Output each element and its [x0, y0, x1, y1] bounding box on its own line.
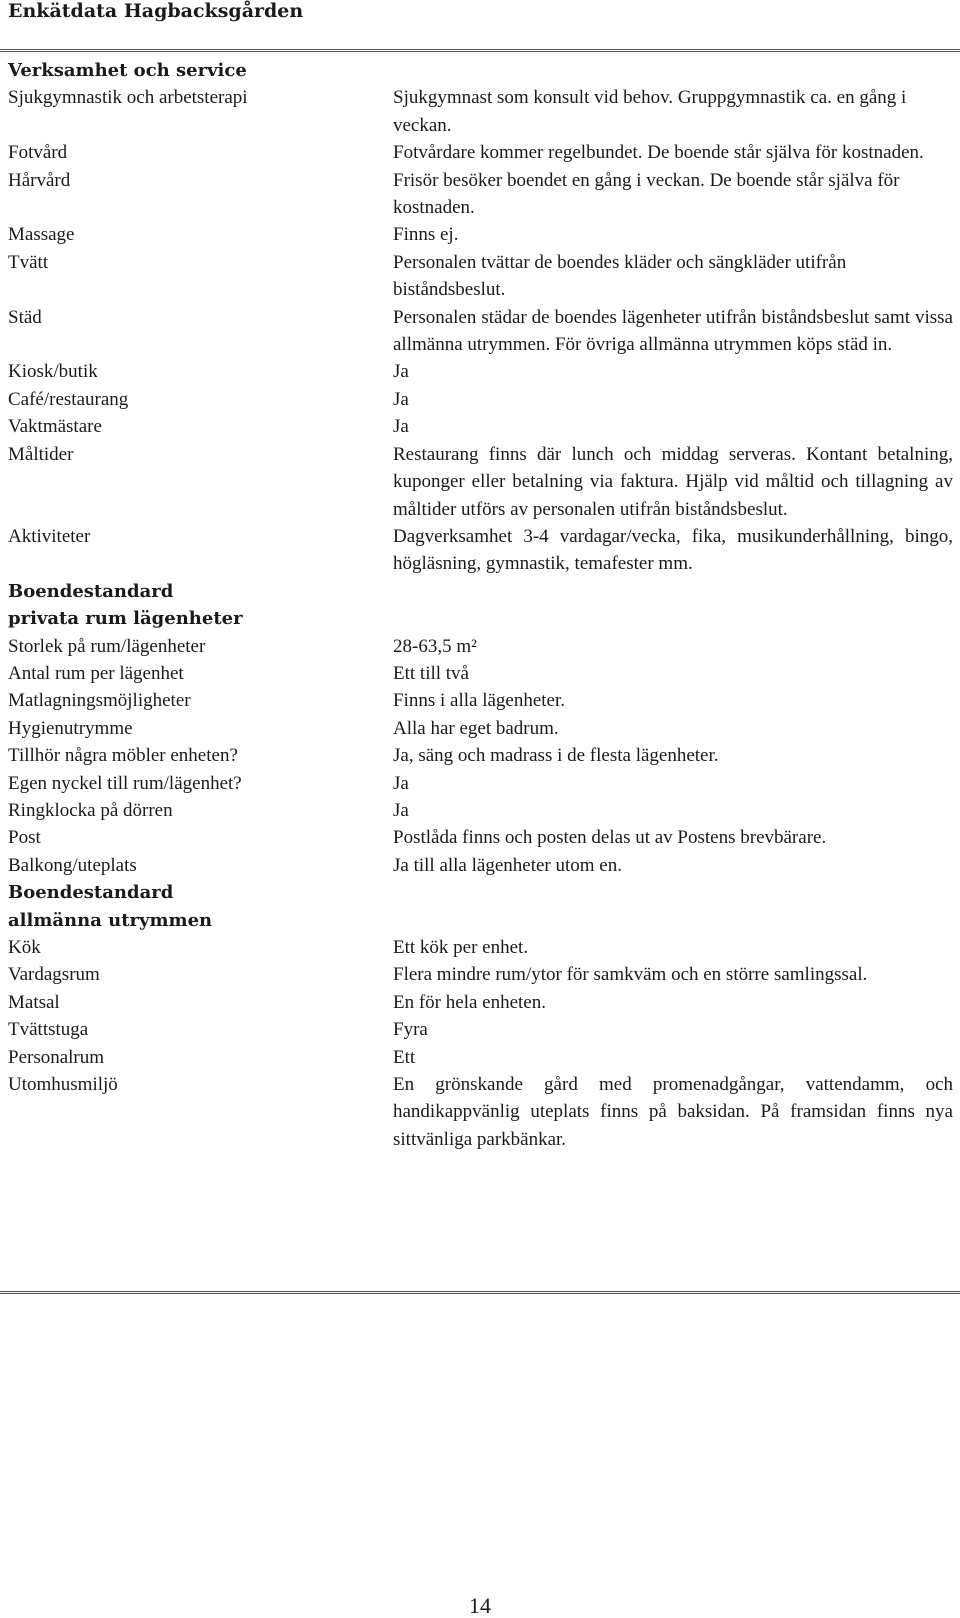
row-label: Hårvård [8, 169, 71, 191]
row-value: Ett [393, 1046, 416, 1068]
row-label: Sjukgymnastik och arbetsterapi [8, 87, 248, 109]
row-value: Sjukgymnast som konsult vid behov. Gruppgymnastik ca. en gång i veckan. [393, 87, 907, 136]
row-label: Vaktmästare [8, 416, 102, 438]
section-heading-row [8, 605, 953, 632]
table-row [8, 852, 953, 879]
table-row [8, 989, 953, 1016]
row-value: Ja [393, 799, 409, 821]
section-heading-row [8, 879, 953, 906]
row-label: Städ [8, 306, 42, 328]
row-value: Ja [393, 772, 409, 794]
section-heading-row [8, 907, 953, 934]
row-label: Tillhör några möbler enheten? [8, 745, 238, 767]
section-heading: Boendestandard [8, 882, 174, 904]
row-value: Fotvårdare kommer regelbundet. De boende står själva för kostnaden. [393, 142, 924, 164]
table-row [8, 167, 953, 222]
row-label: Tvättstuga [8, 1019, 89, 1041]
section-heading: privata rum lägenheter [8, 608, 243, 630]
row-value: Ett till två [393, 662, 469, 684]
row-value: Alla har eget badrum. [393, 717, 559, 739]
table-row [8, 687, 953, 714]
row-label: Kiosk/butik [8, 361, 98, 383]
row-value: Personalen tvättar de boendes kläder och sängkläder utifrån biståndsbeslut. [393, 251, 847, 301]
section-heading: Verksamhet och service [8, 60, 247, 81]
table-row [8, 1071, 953, 1153]
row-label: Fotvård [8, 142, 68, 164]
table-row [8, 386, 953, 413]
row-value: Ett kök per enhet. [393, 937, 529, 958]
row-label: Storlek på rum/lägenheter [8, 635, 206, 657]
table-row [8, 770, 953, 797]
row-label: Aktiviteter [8, 525, 91, 547]
row-value: Finns i alla lägenheter. [393, 690, 566, 712]
row-label: Matlagningsmöjligheter [8, 690, 191, 712]
table-row [8, 413, 953, 440]
section-heading: allmänna utrymmen [8, 909, 213, 931]
row-value: Finns ej. [393, 224, 459, 246]
top-rule [0, 49, 960, 52]
row-value: Ja till alla lägenheter utom en. [393, 854, 622, 876]
row-label: Massage [8, 224, 75, 246]
row-value: Personalen städar de boendes lägenheter utifrån biståndsbeslut samt vissa allmänna utrymmen. För övriga allmänna utrymmen köps städ in. [393, 306, 953, 356]
table-row [8, 523, 953, 578]
row-label: Café/restaurang [8, 388, 129, 410]
row-label: Balkong/uteplats [8, 854, 137, 876]
row-label: Matsal [8, 991, 60, 1013]
section-heading-row [8, 57, 953, 84]
row-value: Frisör besöker boendet en gång i veckan. De boende står själva för kostnaden. [393, 169, 900, 219]
table-row [8, 633, 953, 660]
row-label: Hygienutrymme [8, 717, 133, 739]
row-value: Ja [393, 388, 409, 410]
table-row [8, 358, 953, 385]
row-label: Vardagsrum [8, 964, 100, 986]
row-value: Dagverksamhet 3-4 vardagar/vecka, fika, musikunderhållning, bingo, högläsning, gymnastik, temafester mm. [393, 525, 953, 575]
row-label: Antal rum per lägenhet [8, 662, 184, 684]
table-row [8, 221, 953, 248]
row-value: Ja [393, 416, 409, 438]
row-value: Ja, säng och madrass i de flesta lägenheter. [393, 745, 719, 767]
table-row [8, 715, 953, 742]
section-heading-row [8, 578, 953, 605]
survey-table [8, 57, 953, 1153]
row-value: Flera mindre rum/ytor för samkväm och en större samlingssal. [393, 964, 868, 986]
row-value: En grönskande gård med promenadgångar, vattendamm, och handikappvänlig uteplats finns på baksidan. På framsidan finns nya sittvänliga parkbänkar. [393, 1074, 953, 1150]
row-value: Postlåda finns och posten delas ut av Postens brevbärare. [393, 827, 827, 849]
row-label: Utomhusmiljö [8, 1074, 118, 1096]
table-row [8, 934, 953, 961]
row-value: Ja [393, 361, 409, 383]
bottom-rule [0, 1291, 960, 1294]
row-label: Egen nyckel till rum/lägenhet? [8, 772, 242, 794]
row-label: Ringklocka på dörren [8, 799, 173, 821]
table-row [8, 797, 953, 824]
table-row [8, 139, 953, 166]
row-label: Tvätt [8, 251, 49, 273]
table-row [8, 84, 953, 139]
row-value: 28-63,5 m² [393, 635, 477, 657]
row-value: Restaurang finns där lunch och middag serveras. Kontant betalning, kuponger eller betalning via faktura. Hjälp vid måltid och tillagning av måltider utförs av personalen utifrån biståndsbeslut. [393, 443, 953, 520]
table-row [8, 304, 953, 359]
row-value: Fyra [393, 1019, 428, 1041]
table-row [8, 1044, 953, 1071]
row-value: En för hela enheten. [393, 991, 546, 1013]
row-label: Post [8, 827, 41, 849]
table-row [8, 824, 953, 851]
page-number: 14 [469, 1593, 491, 1618]
row-label: Personalrum [8, 1046, 105, 1068]
table-row [8, 961, 953, 988]
table-row [8, 441, 953, 523]
table-row [8, 660, 953, 687]
row-label: Måltider [8, 443, 74, 465]
table-row [8, 249, 953, 304]
document-title: Enkätdata Hagbacksgården [8, 0, 304, 22]
table-row [8, 742, 953, 769]
table-row [8, 1016, 953, 1043]
section-heading: Boendestandard [8, 580, 174, 602]
row-label: Kök [8, 937, 41, 958]
